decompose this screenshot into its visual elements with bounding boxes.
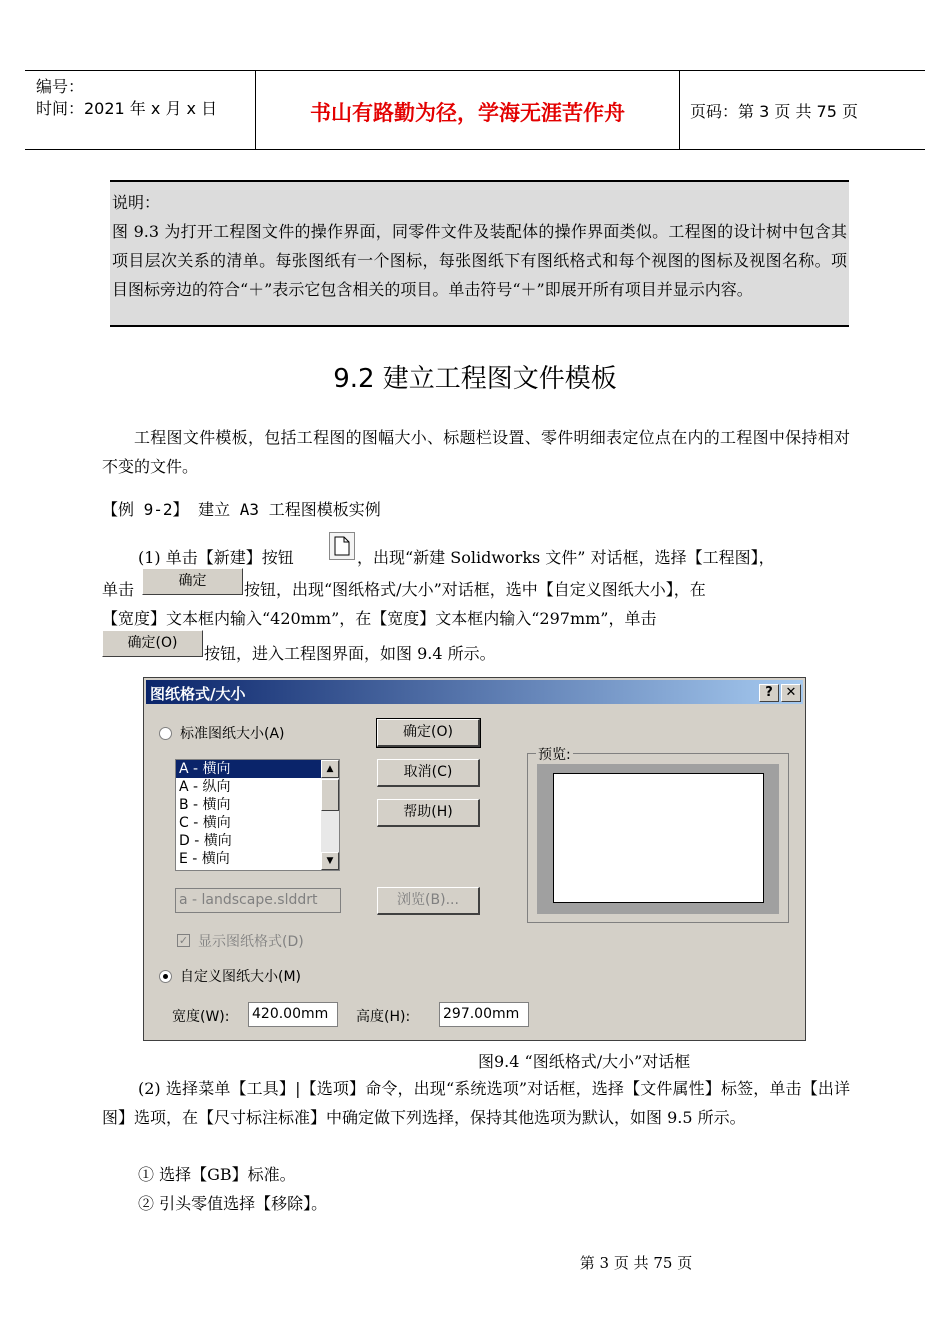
page-number: 页码：第 3 页 共 75 页: [690, 102, 858, 121]
step2-item2: ② 引头零值选择【移除】。: [138, 1194, 328, 1213]
page-footer: 第 3 页 共 75 页: [579, 1254, 693, 1272]
ok-button-inline: 确定: [142, 568, 243, 595]
dialog-titlebar: [146, 680, 803, 704]
step2-paragraph: (2) 选择菜单【工具】|【选项】命令，出现“系统选项”对话框，选择【文件属性】标签，单击【出详图】选项，在【尺寸标注标准】中确定做下列选择，保持其他选项为默认，如图 9.5 所示。: [102, 1079, 850, 1127]
custom-size-radio[interactable]: [159, 970, 172, 983]
step1-line1b: ，出现“新建 Solidworks 文件” 对话框，选择【工程图】，: [357, 548, 775, 567]
list-item[interactable]: A - 纵向: [179, 779, 231, 795]
header-right-cell: [680, 71, 925, 149]
intro-paragraph: 工程图文件模板，包括工程图的图幅大小、标题栏设置、零件明细表定位点在内的工程图中保持相对不变的文件。: [102, 428, 850, 476]
header-left-cell: [25, 71, 255, 149]
page-header: [25, 70, 925, 150]
height-label: 高度(H):: [356, 1009, 411, 1025]
show-format-checkbox[interactable]: ✓: [178, 934, 189, 947]
section-title: 9.2 建立工程图文件模板: [333, 364, 617, 394]
show-format-label: 显示图纸格式(D): [198, 934, 304, 950]
custom-size-label: 自定义图纸大小(M): [180, 969, 302, 985]
browse-button[interactable]: 浏览(B)...: [377, 887, 480, 915]
preview-group: [527, 747, 789, 923]
sheet-format-dialog: [143, 677, 806, 1041]
list-item[interactable]: D - 横向: [179, 833, 232, 849]
width-label: 宽度(W):: [172, 1009, 230, 1025]
doc-number: 编号：: [36, 77, 85, 96]
preview-paper: [553, 773, 764, 903]
height-input[interactable]: 297.00mm: [439, 1002, 529, 1027]
list-item[interactable]: E - 横向: [179, 851, 230, 867]
step1-line3: 【宽度】文本框内输入“420mm”，在【宽度】文本框内输入“297mm”，单击: [102, 609, 657, 628]
template-file-field[interactable]: a - landscape.slddrt: [175, 888, 341, 913]
list-scrollbar[interactable]: [321, 760, 339, 870]
step1-line2a: 单击: [102, 580, 135, 599]
step2-item1: ① 选择【GB】标准。: [138, 1165, 296, 1184]
step1-line2b: 按钮，出现“图纸格式/大小”对话框，选中【自定义图纸大小】，在: [244, 580, 706, 599]
figure-caption: 图9.4 “图纸格式/大小”对话框: [478, 1052, 691, 1071]
width-input[interactable]: 420.00mm: [248, 1002, 338, 1027]
note-body: 图 9.3 为打开工程图文件的操作界面，同零件文件及装配体的操作界面类似。工程图的设计树中包含其项目层次关系的清单。每张图纸有一个图标，每张图纸下有图纸格式和每个视图的图标及视图名称。项目图标旁边的符合“＋”表示它包含相关的项目。单击符号“＋”即展开所有项目并显示内容。: [112, 222, 847, 299]
doc-time: 时间：2021 年 x 月 x 日: [36, 99, 218, 118]
step1-line4: 按钮，进入工程图界面，如图 9.4 所示。: [204, 644, 496, 663]
step1-line1a: (1) 单击【新建】按钮: [138, 548, 294, 567]
help-button[interactable]: 帮助(H): [377, 799, 480, 827]
standard-size-radio[interactable]: [159, 727, 172, 740]
new-document-icon: [329, 532, 355, 560]
note-title: 说明：: [112, 193, 161, 212]
close-icon[interactable]: ✕: [781, 684, 801, 702]
cancel-button[interactable]: 取消(C): [377, 759, 480, 787]
ok-o-button-inline: 确定(O): [102, 630, 203, 657]
help-icon[interactable]: ?: [759, 684, 779, 702]
scroll-thumb[interactable]: [321, 779, 339, 811]
header-center-cell: [255, 71, 680, 149]
motto: 书山有路勤为径，学海无涯苦作舟: [310, 101, 625, 125]
list-item[interactable]: B - 横向: [179, 797, 231, 813]
preview-label: 预览:: [536, 744, 573, 764]
paper-size-list[interactable]: [175, 759, 340, 871]
scroll-up-icon[interactable]: ▲: [321, 760, 339, 778]
ok-button[interactable]: 确定(O): [377, 719, 480, 747]
note-box: [110, 180, 849, 327]
standard-size-label: 标准图纸大小(A): [180, 726, 285, 742]
example-heading: 【例 9-2】 建立 A3 工程图模板实例: [102, 500, 381, 519]
dialog-title: 图纸格式/大小: [150, 685, 246, 703]
list-item[interactable]: A - 横向: [176, 760, 339, 778]
list-item[interactable]: C - 横向: [179, 815, 231, 831]
preview-area: [537, 764, 779, 914]
scroll-down-icon[interactable]: ▼: [321, 852, 339, 870]
